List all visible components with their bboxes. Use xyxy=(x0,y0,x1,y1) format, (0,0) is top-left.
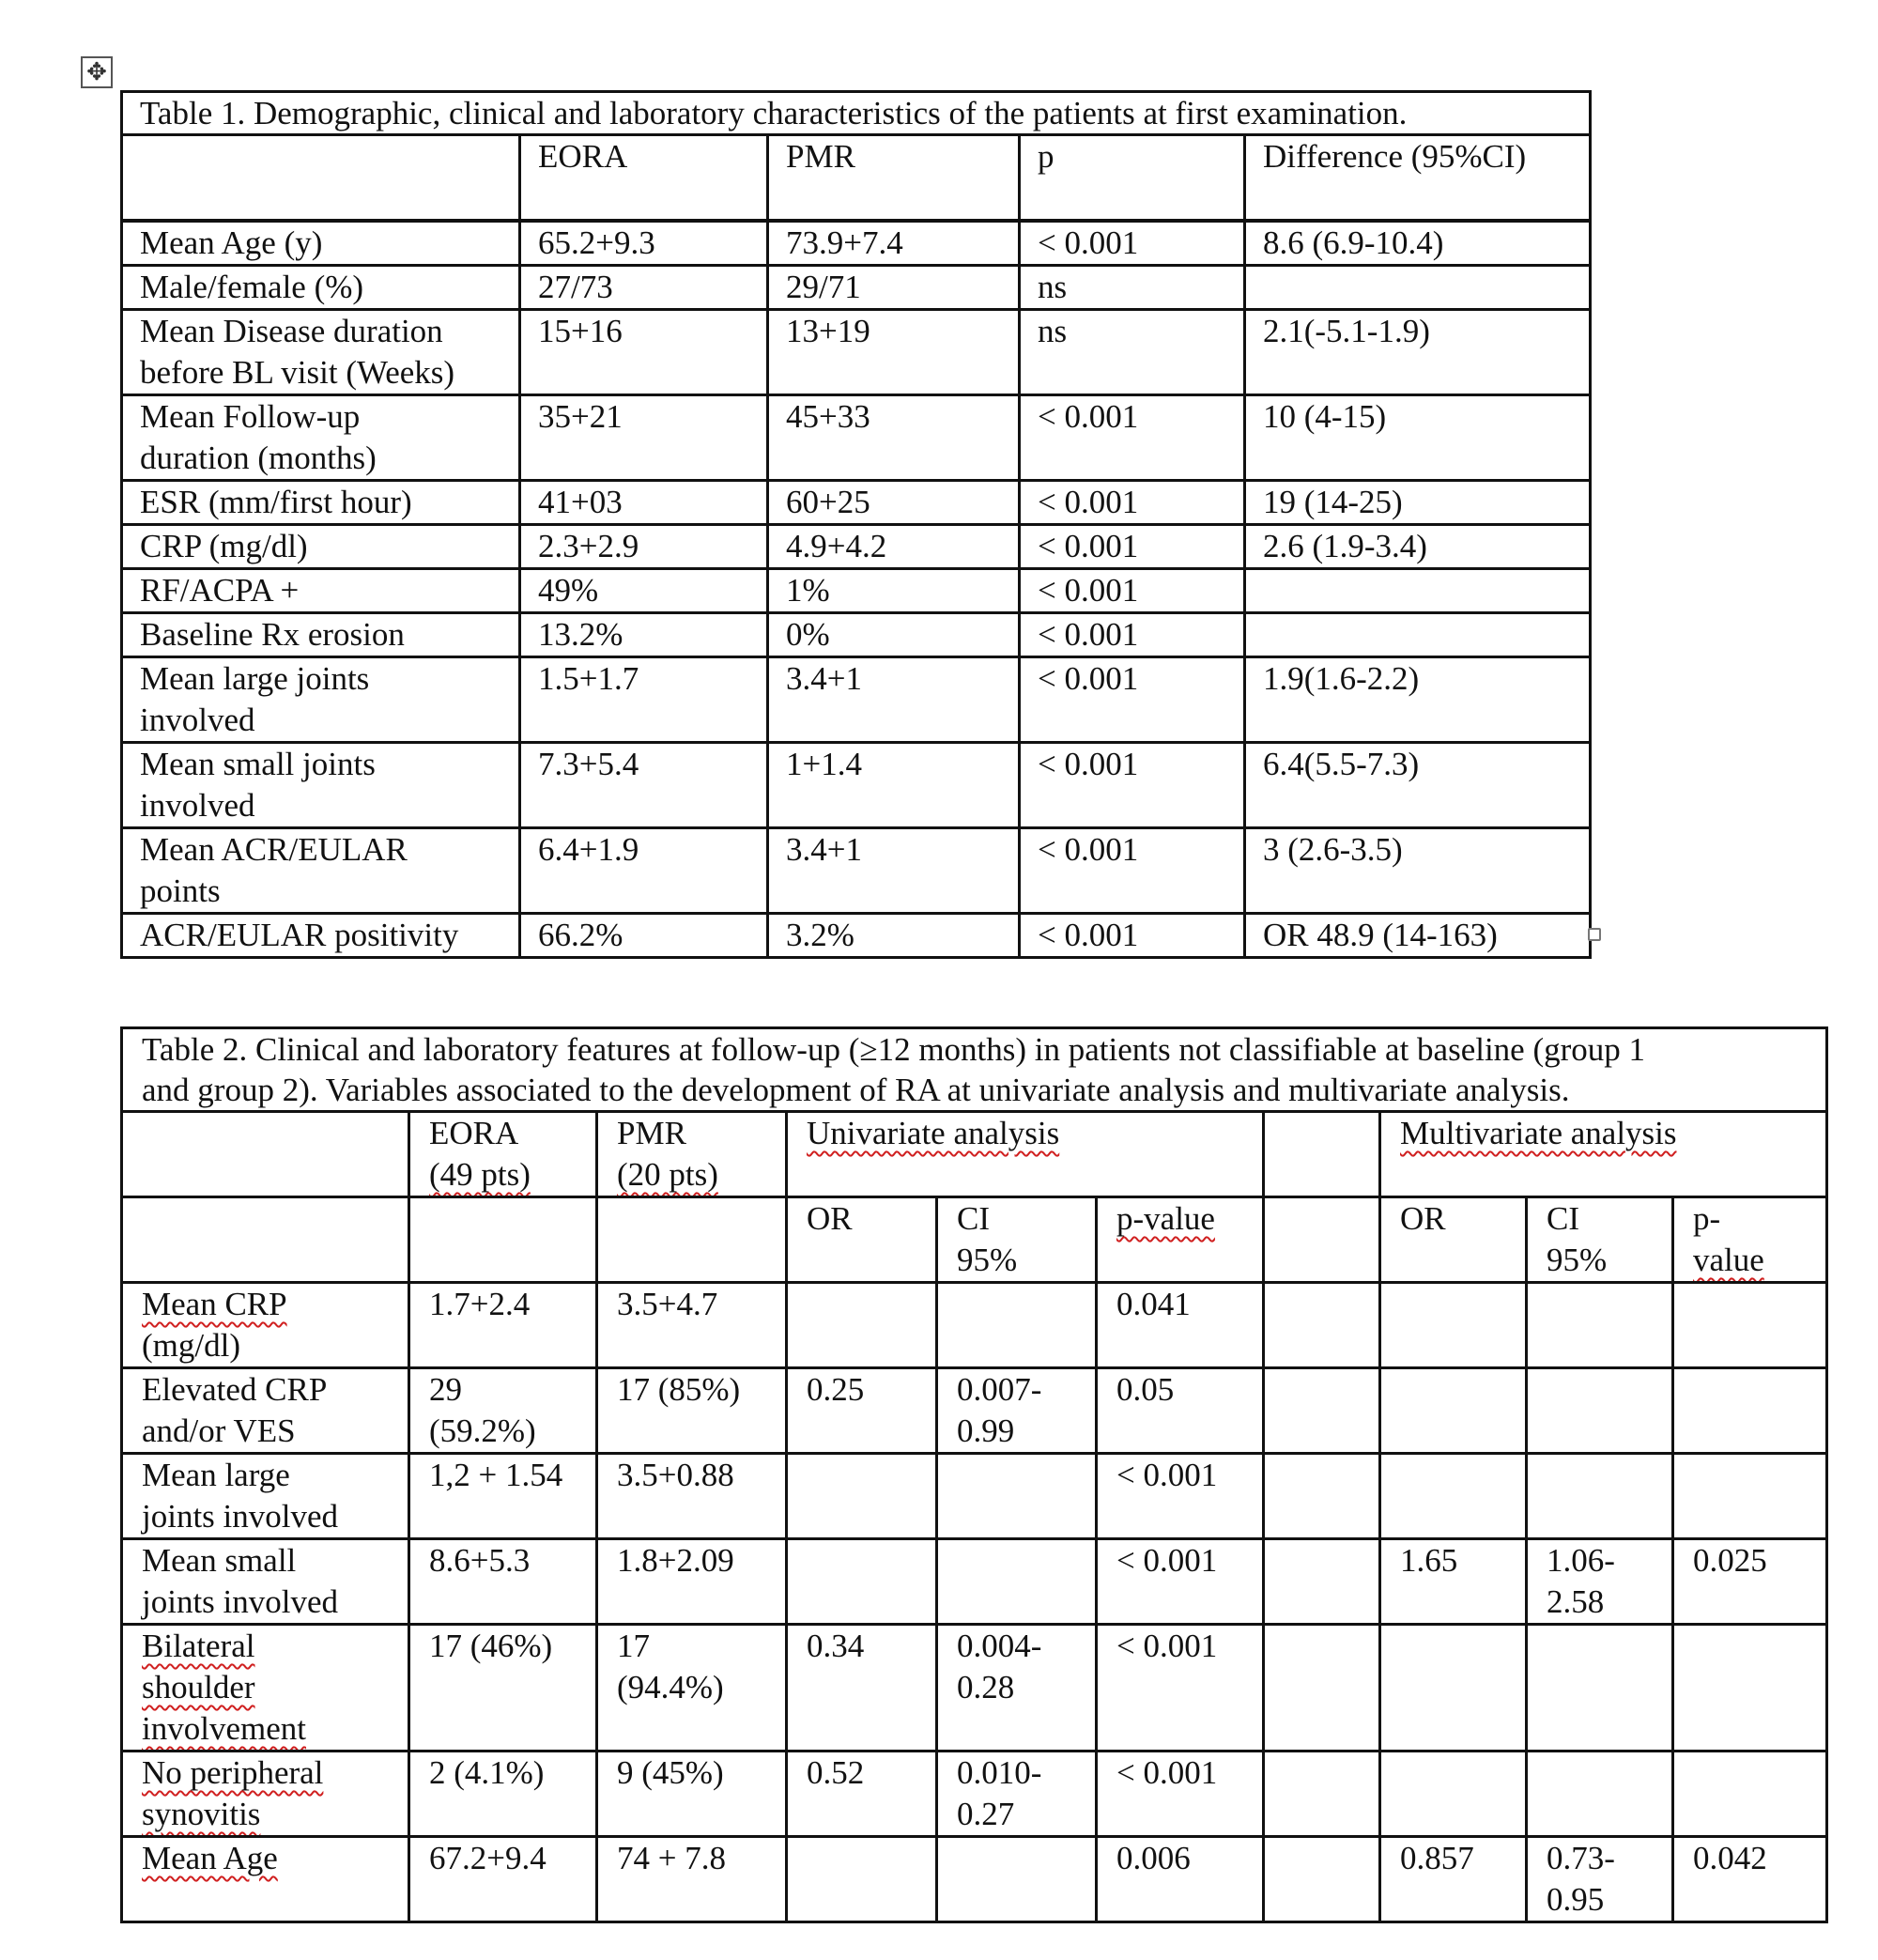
difference-value: 2.1(-5.1-1.9) xyxy=(1245,309,1591,394)
multivariate-or xyxy=(1380,1368,1527,1454)
table-row xyxy=(122,265,1591,309)
eora-value: 49% xyxy=(520,568,768,612)
multivariate-p-value: 0.042 xyxy=(1673,1837,1827,1922)
eora-value: 1,2 + 1.54 xyxy=(409,1454,597,1539)
header-cell-multi-ci: CI 95% xyxy=(1527,1197,1673,1283)
pmr-value: 1+1.4 xyxy=(768,742,1020,827)
row-label: ACR/EULAR positivity xyxy=(122,913,520,957)
header-cell xyxy=(122,1112,409,1197)
eora-value: 29 (59.2%) xyxy=(409,1368,597,1454)
univariate-p-value: 0.006 xyxy=(1097,1837,1264,1922)
pmr-value: 3.2% xyxy=(768,913,1020,957)
header-cell: EORA xyxy=(520,135,768,221)
header-cell-eora: EORA (49 pts) xyxy=(409,1112,597,1197)
univariate-p-value: < 0.001 xyxy=(1097,1539,1264,1625)
spacer-cell xyxy=(1264,1454,1380,1539)
caption-line: Table 2. Clinical and laboratory features at follow-up (≥12 months) in patients not classifiable at baseline (group 1 xyxy=(142,1031,1646,1068)
univariate-or xyxy=(787,1454,937,1539)
p-value: < 0.001 xyxy=(1020,524,1245,568)
pmr-value: 1.8+2.09 xyxy=(597,1539,787,1625)
header-cell: p xyxy=(1020,135,1245,221)
univariate-p-value: 0.041 xyxy=(1097,1283,1264,1368)
eora-value: 2.3+2.9 xyxy=(520,524,768,568)
difference-value: 1.9(1.6-2.2) xyxy=(1245,656,1591,742)
multivariate-p-value xyxy=(1673,1752,1827,1837)
row-label: Mean large joints involved xyxy=(122,1454,409,1539)
table-resize-handle[interactable] xyxy=(1588,928,1601,941)
row-label: No peripheral synovitis xyxy=(122,1752,409,1837)
eora-value: 35+21 xyxy=(520,394,768,480)
pmr-value: 3.4+1 xyxy=(768,656,1020,742)
eora-value: 41+03 xyxy=(520,480,768,524)
header-cell-multi-or: OR xyxy=(1380,1197,1527,1283)
multivariate-ci xyxy=(1527,1283,1673,1368)
difference-value: 19 (14-25) xyxy=(1245,480,1591,524)
header-cell-pmr: PMR (20 pts) xyxy=(597,1112,787,1197)
pmr-value: 60+25 xyxy=(768,480,1020,524)
multivariate-ci xyxy=(1527,1454,1673,1539)
header-cell xyxy=(122,135,520,221)
eora-value: 1.7+2.4 xyxy=(409,1283,597,1368)
spacer-cell xyxy=(1264,1368,1380,1454)
header-cell xyxy=(1264,1197,1380,1283)
table-1 xyxy=(120,90,1592,959)
table-row xyxy=(122,524,1591,568)
univariate-p-value: 0.05 xyxy=(1097,1368,1264,1454)
table-row xyxy=(122,221,1591,266)
p-value: ns xyxy=(1020,265,1245,309)
univariate-or: 0.34 xyxy=(787,1625,937,1752)
p-value: < 0.001 xyxy=(1020,612,1245,656)
eora-value: 67.2+9.4 xyxy=(409,1837,597,1922)
eora-value: 17 (46%) xyxy=(409,1625,597,1752)
pmr-value: 29/71 xyxy=(768,265,1020,309)
row-label: Mean small joints involved xyxy=(122,742,520,827)
p-value: < 0.001 xyxy=(1020,568,1245,612)
univariate-ci xyxy=(937,1454,1097,1539)
difference-value xyxy=(1245,612,1591,656)
row-label: Mean small joints involved xyxy=(122,1539,409,1625)
table-row xyxy=(122,1368,1827,1454)
difference-value: OR 48.9 (14-163) xyxy=(1245,913,1591,957)
pmr-value: 3.4+1 xyxy=(768,827,1020,913)
header-cell xyxy=(597,1197,787,1283)
p-value: < 0.001 xyxy=(1020,221,1245,266)
pmr-value: 13+19 xyxy=(768,309,1020,394)
multivariate-or xyxy=(1380,1625,1527,1752)
table-row xyxy=(122,568,1591,612)
table-row xyxy=(122,309,1591,394)
table-row xyxy=(122,1837,1827,1922)
spacer-cell xyxy=(1264,1837,1380,1922)
row-label: Bilateral shoulder involvement xyxy=(122,1625,409,1752)
eora-value: 13.2% xyxy=(520,612,768,656)
multivariate-or: 0.857 xyxy=(1380,1837,1527,1922)
row-label: Mean Disease duration before BL visit (Weeks) xyxy=(122,309,520,394)
header-cell-uni-ci: CI 95% xyxy=(937,1197,1097,1283)
multivariate-ci xyxy=(1527,1752,1673,1837)
table-1-header-row xyxy=(122,135,1591,221)
multivariate-or xyxy=(1380,1752,1527,1837)
p-value: < 0.001 xyxy=(1020,742,1245,827)
row-label: Mean large joints involved xyxy=(122,656,520,742)
move-icon: ✥ xyxy=(86,58,107,86)
difference-value: 10 (4-15) xyxy=(1245,394,1591,480)
univariate-or: 0.52 xyxy=(787,1752,937,1837)
eora-value: 66.2% xyxy=(520,913,768,957)
univariate-or: 0.25 xyxy=(787,1368,937,1454)
header-cell xyxy=(122,1197,409,1283)
table-1-caption: Table 1. Demographic, clinical and laboratory characteristics of the patients at first examination. xyxy=(122,92,1591,135)
multivariate-p-value xyxy=(1673,1368,1827,1454)
table-row xyxy=(122,394,1591,480)
pmr-value: 45+33 xyxy=(768,394,1020,480)
spacer-cell xyxy=(1264,1539,1380,1625)
pmr-value: 3.5+4.7 xyxy=(597,1283,787,1368)
table-row xyxy=(122,612,1591,656)
row-label: Mean Age xyxy=(122,1837,409,1922)
multivariate-ci: 1.06- 2.58 xyxy=(1527,1539,1673,1625)
univariate-ci: 0.010- 0.27 xyxy=(937,1752,1097,1837)
table-row xyxy=(122,1625,1827,1752)
multivariate-p-value: 0.025 xyxy=(1673,1539,1827,1625)
spacer-cell xyxy=(1264,1283,1380,1368)
multivariate-ci xyxy=(1527,1625,1673,1752)
row-label: Elevated CRP and/or VES xyxy=(122,1368,409,1454)
eora-value: 8.6+5.3 xyxy=(409,1539,597,1625)
univariate-ci xyxy=(937,1283,1097,1368)
eora-value: 15+16 xyxy=(520,309,768,394)
header-cell: Difference (95%CI) xyxy=(1245,135,1591,221)
table-row xyxy=(122,1283,1827,1368)
table-row xyxy=(122,742,1591,827)
eora-value: 27/73 xyxy=(520,265,768,309)
pmr-value: 3.5+0.88 xyxy=(597,1454,787,1539)
row-label: Mean CRP (mg/dl) xyxy=(122,1283,409,1368)
pmr-value: 1% xyxy=(768,568,1020,612)
difference-value: 3 (2.6-3.5) xyxy=(1245,827,1591,913)
table-row xyxy=(122,480,1591,524)
spacer-cell xyxy=(1264,1625,1380,1752)
univariate-or xyxy=(787,1539,937,1625)
univariate-p-value: < 0.001 xyxy=(1097,1454,1264,1539)
table-2-caption xyxy=(122,1028,1827,1112)
pmr-value: 0% xyxy=(768,612,1020,656)
table-row xyxy=(122,656,1591,742)
univariate-or xyxy=(787,1837,937,1922)
difference-value: 6.4(5.5-7.3) xyxy=(1245,742,1591,827)
header-cell: PMR xyxy=(768,135,1020,221)
p-value: < 0.001 xyxy=(1020,913,1245,957)
table-2-header-row-1 xyxy=(122,1112,1827,1197)
multivariate-or: 1.65 xyxy=(1380,1539,1527,1625)
multivariate-p-value xyxy=(1673,1283,1827,1368)
univariate-or xyxy=(787,1283,937,1368)
pmr-value: 17 (85%) xyxy=(597,1368,787,1454)
row-label: Mean Age (y) xyxy=(122,221,520,266)
difference-value: 8.6 (6.9-10.4) xyxy=(1245,221,1591,266)
univariate-ci xyxy=(937,1539,1097,1625)
header-cell-uni-or: OR xyxy=(787,1197,937,1283)
header-cell xyxy=(409,1197,597,1283)
p-value: < 0.001 xyxy=(1020,827,1245,913)
header-cell-uni-p: p-value xyxy=(1097,1197,1264,1283)
header-cell-multi-p: p- value xyxy=(1673,1197,1827,1283)
multivariate-p-value xyxy=(1673,1454,1827,1539)
pmr-value: 17 (94.4%) xyxy=(597,1625,787,1752)
multivariate-p-value xyxy=(1673,1625,1827,1752)
eora-value: 2 (4.1%) xyxy=(409,1752,597,1837)
p-value: < 0.001 xyxy=(1020,656,1245,742)
header-cell-multivariate: Multivariate analysis xyxy=(1380,1112,1827,1197)
row-label: CRP (mg/dl) xyxy=(122,524,520,568)
multivariate-ci xyxy=(1527,1368,1673,1454)
table-2 xyxy=(120,1026,1828,1923)
row-label: Mean Follow-up duration (months) xyxy=(122,394,520,480)
pmr-value: 73.9+7.4 xyxy=(768,221,1020,266)
caption-line: and group 2). Variables associated to the development of RA at univariate analysis and multivariate analysis. xyxy=(142,1072,1570,1108)
header-cell xyxy=(1264,1112,1380,1197)
table-2-header-row-2 xyxy=(122,1197,1827,1283)
row-label: Mean ACR/EULAR points xyxy=(122,827,520,913)
spacer-cell xyxy=(1264,1752,1380,1837)
p-value: < 0.001 xyxy=(1020,394,1245,480)
table-row xyxy=(122,1454,1827,1539)
pmr-value: 9 (45%) xyxy=(597,1752,787,1837)
table-row xyxy=(122,1752,1827,1837)
p-value: < 0.001 xyxy=(1020,480,1245,524)
eora-value: 1.5+1.7 xyxy=(520,656,768,742)
table-row xyxy=(122,827,1591,913)
multivariate-or xyxy=(1380,1454,1527,1539)
difference-value xyxy=(1245,265,1591,309)
row-label: Baseline Rx erosion xyxy=(122,612,520,656)
pmr-value: 74 + 7.8 xyxy=(597,1837,787,1922)
univariate-ci: 0.004- 0.28 xyxy=(937,1625,1097,1752)
row-label: ESR (mm/first hour) xyxy=(122,480,520,524)
univariate-ci: 0.007- 0.99 xyxy=(937,1368,1097,1454)
multivariate-or xyxy=(1380,1283,1527,1368)
eora-value: 65.2+9.3 xyxy=(520,221,768,266)
header-cell-univariate: Univariate analysis xyxy=(787,1112,1264,1197)
table-row xyxy=(122,913,1591,957)
row-label: RF/ACPA + xyxy=(122,568,520,612)
univariate-ci xyxy=(937,1837,1097,1922)
multivariate-ci: 0.73- 0.95 xyxy=(1527,1837,1673,1922)
univariate-p-value: < 0.001 xyxy=(1097,1752,1264,1837)
p-value: ns xyxy=(1020,309,1245,394)
eora-value: 6.4+1.9 xyxy=(520,827,768,913)
eora-value: 7.3+5.4 xyxy=(520,742,768,827)
difference-value xyxy=(1245,568,1591,612)
row-label: Male/female (%) xyxy=(122,265,520,309)
difference-value: 2.6 (1.9-3.4) xyxy=(1245,524,1591,568)
univariate-p-value: < 0.001 xyxy=(1097,1625,1264,1752)
table-move-handle[interactable] xyxy=(81,56,113,88)
pmr-value: 4.9+4.2 xyxy=(768,524,1020,568)
table-row xyxy=(122,1539,1827,1625)
